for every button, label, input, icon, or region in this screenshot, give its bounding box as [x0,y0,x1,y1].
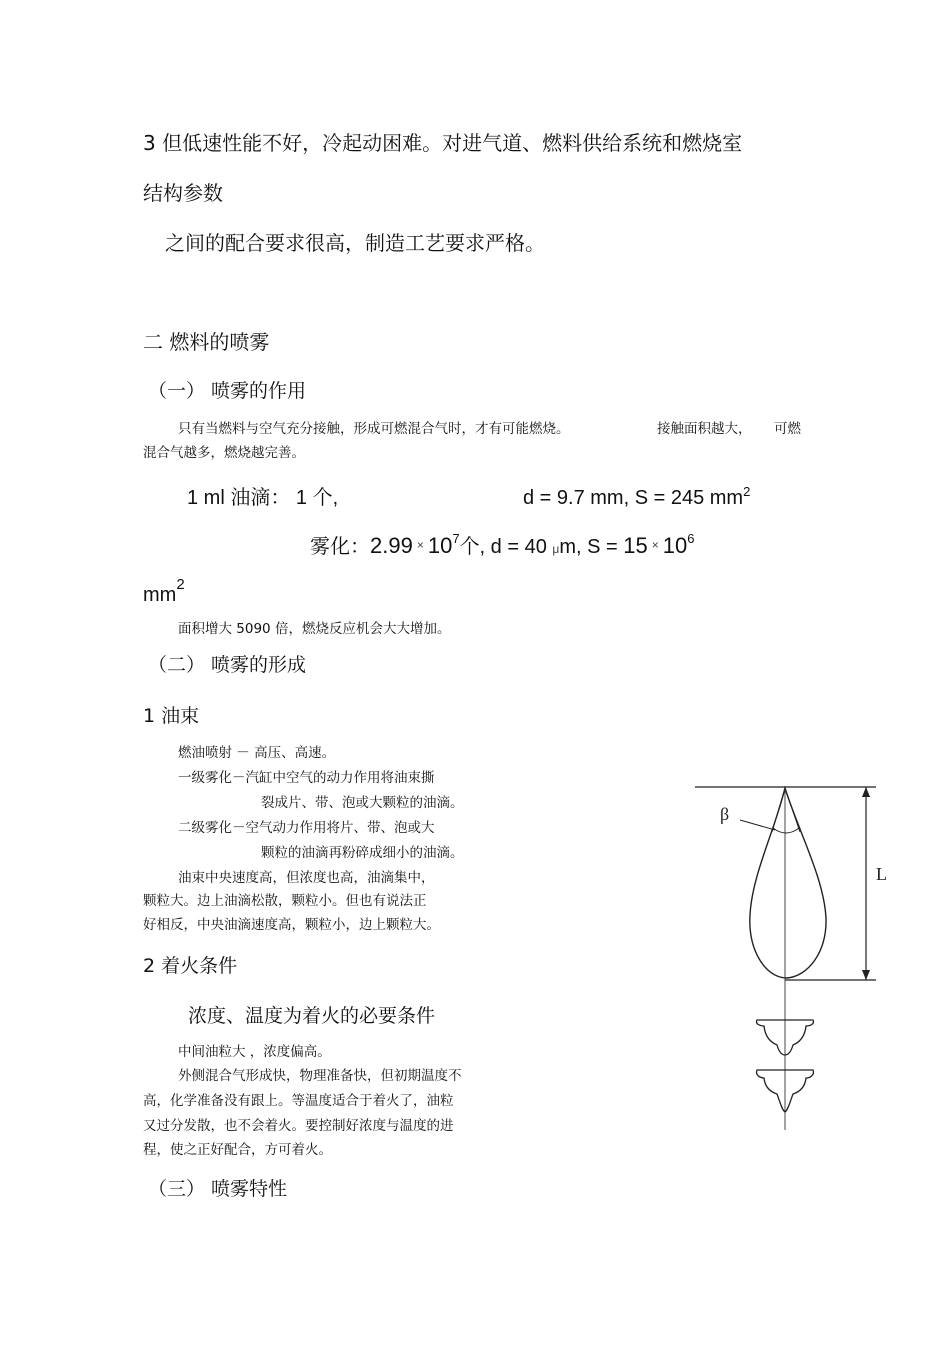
formula-droplet-exponent: 2 [743,484,751,499]
formula-droplet-left: 1 ml 油滴： 1 个, [187,487,339,509]
jet-line-8: 好相反，中央油滴速度高，颗粒小，边上颗粒大。 [143,917,440,933]
text-line-3: 之间的配合要求很高，制造工艺要求严格。 [165,231,545,255]
formula-area-mantissa: 15 [623,533,648,558]
ignition-line-2: 外侧混合气形成快，物理准备快，但初期温度不 [178,1068,462,1084]
subsection-heading-2: （二） 喷雾的形成 [148,654,307,676]
subsection-heading-1: （一） 喷雾的作用 [148,380,307,402]
formula-count-base: 10 [427,533,453,558]
ignition-condition-statement: 浓度、温度为着火的必要条件 [188,1005,436,1027]
formula-atomized [310,531,695,558]
paragraph-1d: 混合气越多，燃烧越完善。 [143,445,305,461]
formula-droplet-value: d = 9.7 mm, S = 245 mm [523,487,744,509]
formula-unit-exponent: 2 [176,576,185,593]
formula-droplet-right [523,484,751,509]
section-heading-spray: 二 燃料的喷雾 [143,330,270,354]
multiply-sign: × [651,538,659,552]
jet-line-3: 裂成片、带、泡或大颗粒的油滴。 [261,795,464,811]
paragraph-1c: 可燃 [774,421,801,437]
subsection-heading-3: （三） 喷雾特性 [148,1178,288,1200]
spray-jet-figure [690,770,890,1140]
formula-area-exponent: 6 [687,531,695,546]
formula-area: m, S = [559,536,624,558]
spray-jet-diagram [690,770,890,1140]
multiply-sign: × [416,538,424,552]
text-line-1: 3 但低速性能不好，冷起动困难。对进气道、燃料供给系统和燃烧室 [143,131,743,155]
jet-line-1: 燃油喷射 － 高压、高速。 [178,745,336,761]
jet-line-5: 颗粒的油滴再粉碎成细小的油滴。 [261,845,464,861]
formula-count-exponent: 7 [452,531,460,546]
item-heading-ignition: 2 着火条件 [143,955,238,977]
paragraph-area-increase: 面积增大 5090 倍，燃烧反应机会大大增加。 [178,621,451,637]
formula-atomized-label: 雾化： [310,536,370,558]
jet-line-4: 二级雾化－空气动力作用将片、带、泡或大 [178,820,435,836]
beta-angle-label: β [720,804,730,824]
jet-line-2: 一级雾化－汽缸中空气的动力作用将油束撕 [178,770,435,786]
jet-line-7: 颗粒大。边上油滴松散，颗粒小。但也有说法正 [143,893,427,909]
ignition-line-5: 程，使之正好配合，方可着火。 [143,1142,332,1158]
formula-area-base: 10 [662,533,688,558]
item-heading-oil-jet: 1 油束 [143,705,200,727]
paragraph-1a: 只有当燃料与空气充分接触，形成可燃混合气时，才有可能燃烧。 [178,421,570,437]
paragraph-1b: 接触面积越大， [657,421,752,437]
jet-line-6: 油束中央速度高，但浓度也高，油滴集中， [178,870,435,886]
ignition-line-1: 中间油粒大 ，浓度偏高。 [178,1044,331,1060]
formula-count-mantissa: 2.99 [370,533,413,558]
text-line-2: 结构参数 [143,181,223,205]
ignition-line-3: 高，化学准备没有跟上。等温度适合于着火了，油粒 [143,1093,454,1109]
micro-symbol: μ [552,542,560,556]
formula-unit-text: mm [143,584,177,606]
formula-unit [143,576,185,606]
ignition-line-4: 又过分发散，也不会着火。要控制好浓度与温度的进 [143,1118,454,1134]
formula-diameter: 个, d = 40 [459,536,553,558]
length-label: L [876,864,887,884]
